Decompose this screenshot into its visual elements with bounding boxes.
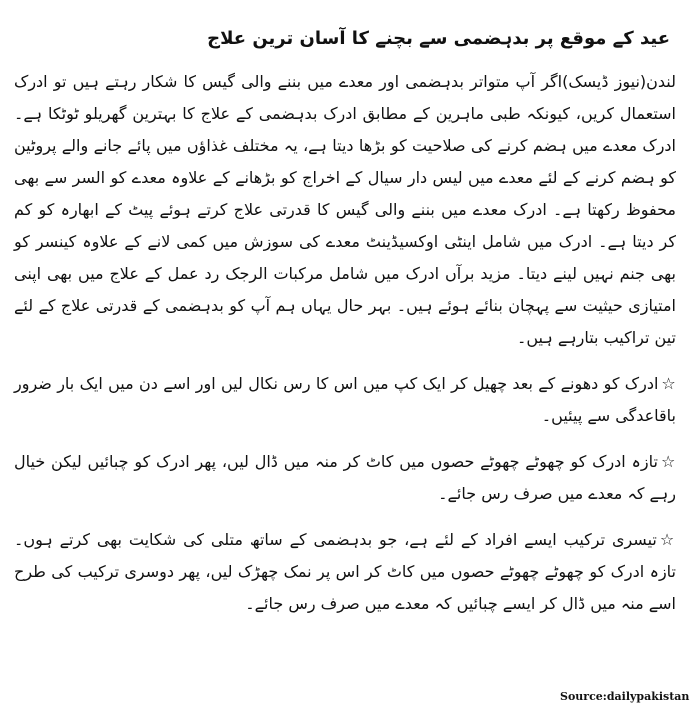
tip-item — [14, 368, 676, 432]
star-icon: ☆ — [659, 530, 677, 549]
tip-item — [14, 446, 676, 510]
article-title: عید کے موقع پر بدہضمی سے بچنے کا آسان ترین علاج — [207, 28, 670, 49]
tip-text: تیسری ترکیب ایسے افراد کے لئے ہے، جو بدہضمی کے ساتھ متلی کی شکایت بھی کرتے ہوں۔ تازہ ادرک کو چھوٹے چھوٹے حصوں میں کاٹ کر اس پر نمک چھڑک لیں، پھر دوسری ترکیب کی طرح اسے منہ میں ڈال کر ایسے چبائیں کہ معدے میں صرف رس جائے۔ — [14, 530, 676, 613]
star-icon: ☆ — [660, 452, 676, 471]
article-body: لندن(نیوز ڈیسک)اگر آپ متواتر بدہضمی اور معدے میں بننے والی گیس کا شکار رہتے ہیں تو ادرک استعمال کریں، کیونکہ طبی ماہرین کے مطابق ادرک بدہضمی کے علاج کا بہترین گھریلو ٹوٹکا ہے۔ ادرک معدے میں ہضم کرنے کی صلاحیت کو بڑھا دیتا ہے، یہ مختلف غذاؤں میں پائے جانے والے پروٹین کو ہضم کرنے کے لئے معدے میں لیس دار سیال کے اخراج کو بڑھانے کے علاوہ معدے کو السر سے بھی محفوظ رکھتا ہے۔ ادرک معدے میں بننے والی گیس کا قدرتی علاج کرتے ہوئے پیٹ کے ابھارہ کو کم کر دیتا ہے۔ ادرک میں شامل اینٹی اوکسیڈینٹ معدے کی سوزش میں کمی لانے کے علاوہ کینسر کو بھی جنم نہیں لینے دیتا۔ مزید برآں ادرک میں شامل مرکبات الرجک رد عمل کے علاج میں بھی اپنی امتیازی حیثیت سے پہچان بنائے ہوئے ہیں۔ بہر حال یہاں ہم آپ کو بدہضمی کے قدرتی علاج کے لئے تین تراکیب بتارہے ہیں۔ — [14, 72, 676, 347]
tip-text: تازہ ادرک کو چھوٹے چھوٹے حصوں میں کاٹ کر منہ میں ڈال لیں، پھر ادرک کو چبائیں لیکن خیال رہے کہ معدے میں صرف رس جائے۔ — [14, 452, 676, 503]
source-credit: Source:dailypakistan — [560, 690, 690, 703]
tip-text: ادرک کو دھونے کے بعد چھیل کر ایک کپ میں اس کا رس نکال لیں اور اسے دن میں ایک بار ضرور باقاعدگی سے پیئیں۔ — [14, 374, 676, 425]
star-icon: ☆ — [661, 374, 677, 393]
tip-item — [14, 524, 676, 620]
